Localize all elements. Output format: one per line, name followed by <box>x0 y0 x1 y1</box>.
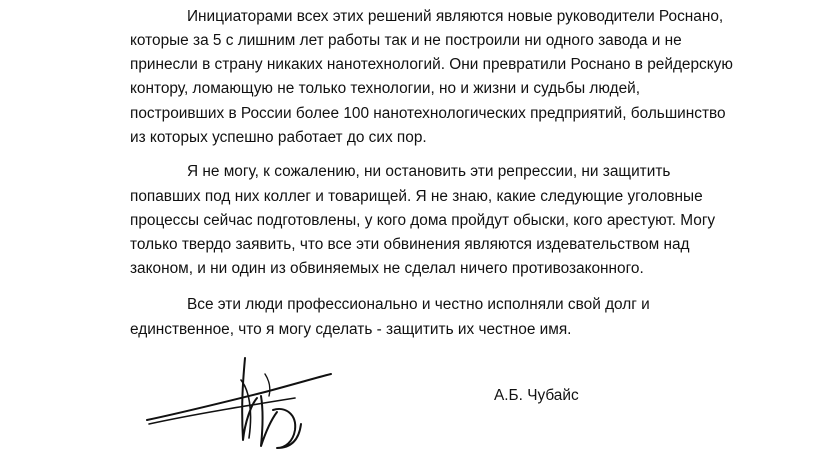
signer-name: А.Б. Чубайс <box>494 387 579 404</box>
paragraph-1-line-6: из которых успешно работает до сих пор. <box>130 129 427 146</box>
paragraph-3-line-1: Все эти люди профессионально и честно исполняли свой долг и <box>187 296 650 313</box>
paragraph-2-line-3: процессы сейчас подготовлены, у кого дома пройдут обыски, кого арестуют. Могу <box>130 212 716 229</box>
paragraph-3-line-2: единственное, что я могу сделать - защитить их честное имя. <box>130 321 572 338</box>
paragraph-1-line-3: принесли в страну никаких нанотехнологий. Они превратили Роснано в рейдерскую <box>130 56 733 73</box>
paragraph-2-line-5: законом, и ни один из обвиняемых не сделал ничего противозаконного. <box>130 260 644 277</box>
paragraph-1-line-4: контору, ломающую не только технологии, но и жизни и судьбы людей, <box>130 80 641 97</box>
paragraph-2-line-4: только твердо заявить, что все эти обвинения являются издевательством над <box>130 236 690 253</box>
handwritten-signature <box>145 350 335 452</box>
paragraph-1-line-5: построивших в России более 100 нанотехнологических предприятий, большинство <box>130 105 726 122</box>
paragraph-2-line-2: попавших под них коллег и товарищей. Я не знаю, какие следующие уголовные <box>130 188 703 205</box>
paragraph-2-line-1: Я не могу, к сожалению, ни остановить эти репрессии, ни защитить <box>187 163 671 180</box>
paragraph-1-line-2: которые за 5 с лишним лет работы так и не построили ни одного завода и не <box>130 32 682 49</box>
paragraph-1-line-1: Инициаторами всех этих решений являются новые руководители Роснано, <box>187 8 724 25</box>
